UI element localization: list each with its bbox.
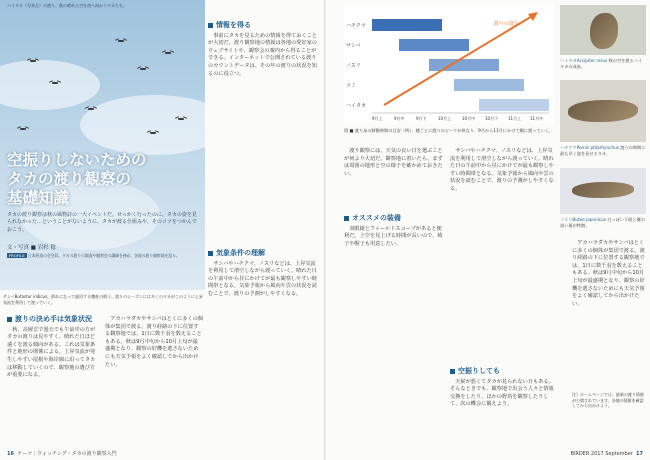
migration-timing-chart	[344, 5, 554, 123]
article-lead: タカの渡り観察は秋の風物詩の一大イベントだ。せっかく行ったのに、タカの姿を見られなかった…ということがないように、タカが渡る仕組みや、そのコツをつかんでおこう。	[7, 212, 197, 233]
section-marker-icon	[344, 216, 349, 221]
right-page	[326, 0, 650, 460]
hawk-photo-2	[560, 80, 646, 142]
row-label: サシバ	[346, 43, 361, 49]
section-marker-icon	[208, 23, 213, 28]
photo-caption: サシバButastur indicus。群れになって旋回する鷹柱の様子。渡りのシーズンには多くのタカがこのように上昇気流を利用して渡っていく。	[3, 294, 203, 305]
photo1-caption: ハイタカAccipiter nisus 秋の空を渡るハイタカの成鳥。	[560, 58, 643, 69]
hawk-photo-1	[560, 5, 646, 55]
x-tick-label: 10月上	[438, 116, 452, 121]
x-tick-label: 9月上	[372, 116, 383, 121]
arrow-label: 渡りの進行	[494, 21, 520, 27]
side-column: アカハラダカやサシバはとくに多くの個体が集団で渡る。渡り経路の下に位置する観察地では、1日に数千羽を数えることもある。秋は9月中旬から10月上旬が最盛期となり、観察の好機を逃さないためにも天気予報をよく確認してから出かけたい。	[572, 240, 645, 307]
timing-bar	[399, 39, 469, 51]
photo3-caption: ノスリButeo japonicus 白っぽい下面と翼の黒い斑が特徴。	[560, 217, 645, 228]
section-weather: 渡りの決め手は気象状況 秋、高層雲で曇天でも午前中の方がタカの渡りは見やすく、晴れた日ほど遠くを渡る傾向がある。これは気象条件と地形の関係による。上昇気流が発生しやすい尾根や海岸線に沿ってタカは移動していくので、観察地の選び方が重要になる。	[7, 315, 96, 379]
author-profile: PROFILE 日本野鳥の会会員。タカの渡りの調査や観察会の講師を務め、各地の渡り観察地を巡る。	[9, 253, 180, 258]
timing-bar	[372, 19, 442, 31]
photo2-caption: ハチクマPernis ptilorhynchus 渡りの時期に最も早く姿を見せるタカ。	[560, 145, 646, 156]
row-label: ハチクマ	[346, 23, 366, 29]
hawk-photo-3	[560, 168, 646, 214]
section-marker-icon	[450, 369, 455, 374]
timing-bar	[429, 59, 499, 71]
article-title: 空振りしないための タカの渡り観察の 基礎知識	[7, 151, 147, 207]
row-label: ツミ	[346, 83, 357, 89]
row-label: ノスリ	[346, 63, 361, 69]
x-tick-label: 9月下	[416, 116, 427, 121]
section-marker-icon	[7, 317, 12, 322]
timing-bar	[479, 99, 549, 111]
timing-bar	[454, 79, 524, 91]
photo-note: ハイタカ（写真左）の渡り。秋の晴れた空を南へ向かうタカたち。	[7, 3, 127, 8]
section-equipment: オススメの装備 双眼鏡とフィールドスコープがあると便利だ。上空を見上げる時間が長いので、椅子や帽子も用意したい。	[344, 214, 443, 247]
chart-caption: 図 ■ 渡り鳥の移動時期の目安（例）。種ごとに渡りのピークが異なり、9月から11月にかけて順に渡っていく。	[344, 128, 554, 133]
reference-note: 注）ホームページでは、最新の渡り情報が公開されています。各地の情報を確認してから出かけよう。	[572, 392, 644, 409]
row-label: ハイタカ	[346, 103, 367, 109]
main-text-col2: サシバやハチクマ、ノスリなどは、上昇気流を利用して滑空しながら渡っていく。晴れた日の午前中から昼にかけてが最も観察しやすい時間帯となる。気象予報から風向や雲の状況を読むことで、渡りの予測がしやすくなる。	[450, 148, 554, 192]
right-footer: BIRDER 2017 September 17	[570, 451, 643, 457]
x-tick-label: 11月中	[530, 116, 544, 121]
section-no-luck: 空振りしても 天候が悪くてタカが見られない日もある。そんなときでも、観察地で出会う人々と情報交換をしたり、ほかの野鳥を観察したりして、次の機会に備えよう。	[450, 367, 554, 408]
x-tick-label: 11月上	[508, 116, 522, 121]
section-marker-icon	[208, 251, 213, 256]
x-tick-label: 9月中	[394, 116, 405, 121]
main-text-col1: 渡り観察には、天気の良い日を選ぶことが何より大切だ。観察地に着いたら、まずは周囲の地形と空の様子を確かめておきたい。	[344, 148, 443, 177]
author-credit: 文・写真 ■ 岩杉 稔	[7, 245, 56, 251]
section-info: 情報を得る 事前にタカを見るための情報を得ておくことが大切だ。渡り観察地の情報は各地の愛好家のウェブサイトや、観察会の案内から得ることができる。インターネットで公開されている渡りのカウントデータは、その年の渡りの状況を知るのに役立つ。	[208, 21, 317, 77]
x-tick-label: 10月下	[485, 116, 499, 121]
section-meteorology: 気象条件の理解 サシバやハチクマ、ノスリなどは、上昇気流を利用して滑空しながら渡っていく。晴れた日の午前中から昼にかけてが最も観察しやすい時間帯となる。気象予報から風向や雲の状況を読むことで、渡りの予測がしやすくなる。	[208, 249, 317, 297]
hero-sky-photo	[0, 0, 205, 290]
x-tick-label: 10月中	[462, 116, 476, 121]
left-footer: 16 テーマ｜ウォッチング・タカの渡り観察入門	[7, 451, 117, 457]
section-weather-cont: アカハラダカやサシバはとくに多くの個体が集団で渡る。渡り経路の下に位置する観察地では、1日に数千羽を数えることもある。秋は9月中旬から10月上旬が最盛期となり、観察の好機を逃さないためにも天気予報をよく確認してから出かけたい。	[105, 316, 203, 368]
